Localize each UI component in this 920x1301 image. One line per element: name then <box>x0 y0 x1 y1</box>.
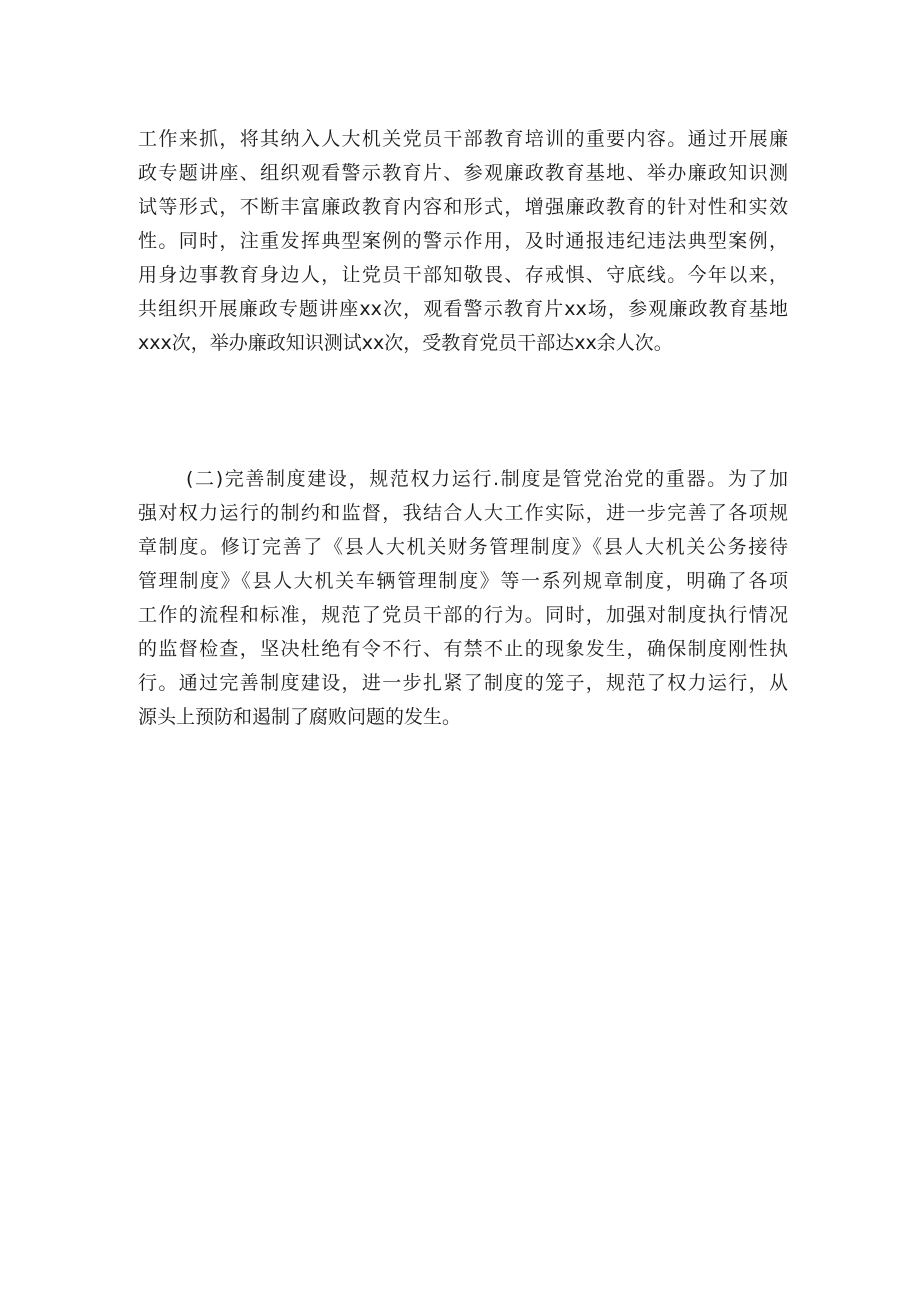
text-line: (二)完善制度建设，规范权力运行.制度是管党治党的重器。为了加 <box>186 468 788 490</box>
text-line: 试等形式，不断丰富廉政教育内容和形式，增强廉政教育的针对性和实效 <box>138 196 788 218</box>
text-line: 行。通过完善制度建设，进一步扎紧了制度的笼子，规范了权力运行，从 <box>138 672 788 694</box>
text-line: 用身边事教育身边人，让党员干部知敬畏、存戒惧、守底线。今年以来， <box>138 264 788 286</box>
text-line: xxx次，举办廉政知识测试xx次，受教育党员干部达xx余人次。 <box>138 332 673 354</box>
paragraph-anti-corruption-education <box>138 122 788 360</box>
paragraph-system-building <box>138 462 788 734</box>
text-line: 共组织开展廉政专题讲座xx次，观看警示教育片xx场，参观廉政教育基地 <box>138 298 788 320</box>
text-line: 工作的流程和标准，规范了党员干部的行为。同时，加强对制度执行情况 <box>138 604 788 626</box>
text-line: 章制度。修订完善了《县人大机关财务管理制度》《县人大机关公务接待 <box>138 536 788 558</box>
text-line: 政专题讲座、组织观看警示教育片、参观廉政教育基地、举办廉政知识测 <box>138 162 788 184</box>
text-line: 的监督检查，坚决杜绝有令不行、有禁不止的现象发生，确保制度刚性执 <box>138 638 788 660</box>
text-line: 源头上预防和遏制了腐败问题的发生。 <box>138 706 462 728</box>
text-line: 管理制度》《县人大机关车辆管理制度》等一系列规章制度，明确了各项 <box>138 570 788 592</box>
text-line: 强对权力运行的制约和监督，我结合人大工作实际，进一步完善了各项规 <box>138 502 788 524</box>
text-line: 工作来抓，将其纳入人大机关党员干部教育培训的重要内容。通过开展廉 <box>138 128 788 150</box>
text-line: 性。同时，注重发挥典型案例的警示作用，及时通报违纪违法典型案例， <box>138 230 788 252</box>
